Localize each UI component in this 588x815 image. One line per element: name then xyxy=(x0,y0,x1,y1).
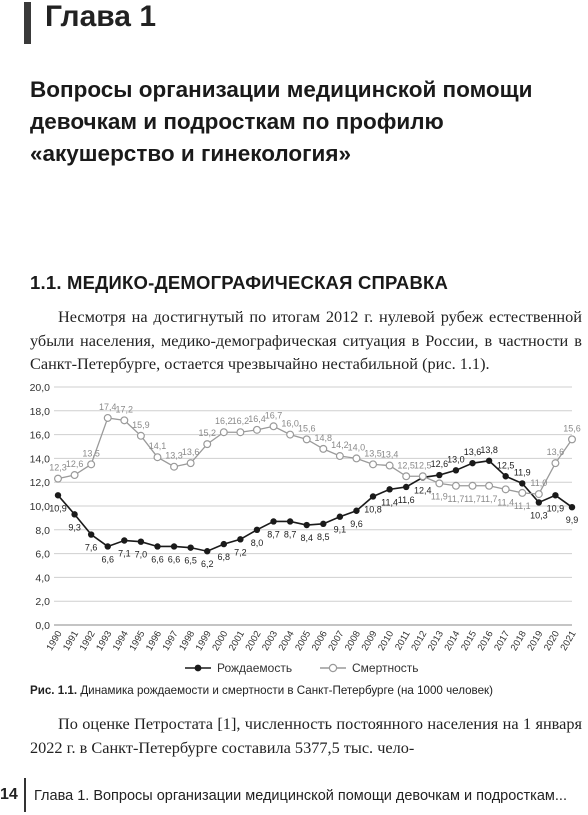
birth-rate-point xyxy=(453,467,459,473)
death-rate-point xyxy=(469,482,476,489)
data-label: 9,3 xyxy=(68,522,81,533)
birth-rate-point xyxy=(105,543,111,549)
y-tick-label: 20,0 xyxy=(29,382,50,394)
x-tick-label: 1997 xyxy=(160,629,181,653)
data-label: 12,6 xyxy=(65,459,84,470)
death-rate-point xyxy=(121,417,128,424)
death-rate-point xyxy=(55,475,62,482)
data-label: 11,4 xyxy=(497,497,515,508)
data-label: 9,1 xyxy=(333,524,347,535)
data-label: 10,9 xyxy=(546,503,565,514)
birth-rate-point xyxy=(353,508,359,514)
birth-rate-point xyxy=(121,537,127,543)
data-label: 15,9 xyxy=(132,419,150,430)
data-label: 13,6 xyxy=(463,447,482,458)
y-tick-label: 2,0 xyxy=(35,596,50,609)
data-label: 14,1 xyxy=(148,441,167,452)
death-rate-point xyxy=(303,436,310,443)
birth-rate-point xyxy=(171,543,177,549)
data-label: 8,4 xyxy=(300,533,313,544)
data-label: 10,9 xyxy=(49,503,67,514)
birth-rate-point xyxy=(320,521,326,527)
data-label: 16,7 xyxy=(264,410,283,421)
data-label: 8,5 xyxy=(317,531,330,542)
x-tick-label: 2018 xyxy=(508,629,529,653)
death-rate-point xyxy=(453,482,460,489)
data-label: 11,0 xyxy=(530,478,548,489)
legend-label: Рождаемость xyxy=(217,661,293,675)
death-rate-point xyxy=(486,482,493,489)
birth-rate-point xyxy=(370,493,376,499)
chapter-title: Глава 1 xyxy=(45,0,157,33)
birth-rate-point xyxy=(204,548,210,554)
data-label: 6,5 xyxy=(184,555,197,566)
data-label: 7,2 xyxy=(234,547,247,558)
birth-rate-point xyxy=(552,492,558,498)
section-title: 1.1. МЕДИКО-ДЕМОГРАФИЧЕСКАЯ СПРАВКА xyxy=(30,272,449,293)
x-tick-label: 2002 xyxy=(243,629,264,653)
x-tick-label: 2008 xyxy=(342,629,364,653)
x-tick-label: 2017 xyxy=(492,629,513,653)
y-tick-label: 4,0 xyxy=(35,572,50,585)
birth-rate-point xyxy=(88,531,94,537)
x-tick-label: 2004 xyxy=(276,629,297,653)
birth-rate-point xyxy=(486,458,492,464)
birth-rate-point xyxy=(221,541,227,547)
figure-caption-text: Динамика рождаемости и смертности в Санкт-Петербурге (на 1000 человек) xyxy=(80,684,493,697)
x-tick-label: 2000 xyxy=(210,629,231,653)
x-tick-label: 2007 xyxy=(326,629,347,653)
death-rate-point xyxy=(187,460,194,467)
footer-divider xyxy=(24,778,26,812)
data-label: 12,4 xyxy=(414,485,432,496)
data-label: 13,0 xyxy=(447,454,465,465)
data-label: 6,8 xyxy=(217,552,231,563)
data-label: 11,9 xyxy=(430,491,448,502)
birth-rate-point xyxy=(138,539,144,545)
data-label: 11,9 xyxy=(513,467,531,478)
birth-rate-point xyxy=(270,518,276,524)
data-label: 15,6 xyxy=(563,423,581,434)
y-tick-label: 18,0 xyxy=(29,405,50,418)
x-tick-label: 1990 xyxy=(44,629,65,653)
birth-rate-point xyxy=(436,472,442,478)
data-label: 14,2 xyxy=(331,440,349,451)
data-label: 9,6 xyxy=(350,518,363,529)
y-tick-label: 12,0 xyxy=(29,477,50,490)
data-label: 6,6 xyxy=(101,554,114,565)
data-label: 12,6 xyxy=(430,459,449,470)
birth-rate-point xyxy=(519,480,525,486)
data-label: 16,2 xyxy=(215,416,233,427)
death-rate-point xyxy=(436,480,443,487)
paragraph-population: По оценке Петростата [1], численность постоянного населения на 1 января 2022 г. в Санкт-Петербурге составила 5377,5 тыс. чело- xyxy=(30,714,582,757)
page-number: 14 xyxy=(0,786,18,803)
death-rate-point xyxy=(569,436,576,443)
death-rate-point xyxy=(254,426,261,433)
data-label: 7,0 xyxy=(134,549,148,560)
data-label: 12,5 xyxy=(496,460,515,471)
data-label: 8,7 xyxy=(267,529,280,540)
death-rate-point xyxy=(419,473,426,480)
birth-rate-point xyxy=(237,536,243,542)
y-tick-label: 10,0 xyxy=(29,501,50,513)
data-label: 11,6 xyxy=(397,494,415,505)
data-label: 6,6 xyxy=(167,554,181,565)
data-label: 16,4 xyxy=(248,413,266,424)
death-rate-point xyxy=(71,472,78,479)
y-tick-label: 16,0 xyxy=(29,429,50,442)
x-tick-label: 2001 xyxy=(226,629,247,653)
x-tick-label: 2013 xyxy=(425,629,446,653)
data-label: 13,5 xyxy=(82,448,100,459)
x-tick-label: 2006 xyxy=(309,629,330,653)
data-label: 15,2 xyxy=(198,428,216,439)
birth-rate-point xyxy=(71,511,77,517)
x-tick-label: 1991 xyxy=(61,629,82,653)
birth-rate-point xyxy=(469,460,475,466)
birth-rate-point xyxy=(536,499,542,505)
x-tick-label: 2010 xyxy=(376,629,397,653)
x-tick-label: 2019 xyxy=(525,629,546,653)
death-rate-point xyxy=(502,486,509,493)
data-label: 7,6 xyxy=(84,542,98,553)
data-label: 12,5 xyxy=(397,460,415,471)
x-tick-label: 2016 xyxy=(475,629,496,653)
data-label: 11,1 xyxy=(513,500,531,511)
data-label: 8,7 xyxy=(283,529,297,540)
x-tick-label: 2014 xyxy=(442,629,463,653)
birth-rate-point xyxy=(187,544,193,550)
death-rate-point xyxy=(138,432,145,439)
figure-caption xyxy=(30,684,586,697)
data-label: 13,4 xyxy=(380,449,399,460)
legend-marker xyxy=(329,664,336,671)
data-label: 13,3 xyxy=(165,450,183,461)
x-tick-label: 1995 xyxy=(127,629,148,653)
birth-rate-point xyxy=(287,518,293,524)
data-label: 6,2 xyxy=(200,559,214,570)
birth-rate-point xyxy=(403,484,409,490)
death-rate-point xyxy=(386,462,393,469)
death-rate-point xyxy=(353,455,360,462)
data-label: 14,8 xyxy=(314,432,333,443)
x-tick-label: 2020 xyxy=(541,629,563,653)
death-rate-point xyxy=(171,463,178,470)
y-tick-label: 8,0 xyxy=(35,524,50,537)
data-label: 12,3 xyxy=(49,462,67,473)
birth-rate-point xyxy=(569,504,575,510)
y-tick-label: 6,0 xyxy=(35,548,50,561)
paragraph-intro: Несмотря на достигнутый по итогам 2012 г. нулевой рубеж естественной убыли населения, медико-демографическая ситуация в России, в частности в Санкт-Петербурге, остается чрезвычайно нестабильной (рис. 1.1). xyxy=(30,307,582,373)
data-label: 9,9 xyxy=(565,515,579,526)
death-rate-point xyxy=(88,461,95,468)
data-label: 13,6 xyxy=(181,447,200,458)
data-label: 15,6 xyxy=(297,423,316,434)
data-label: 17,2 xyxy=(115,404,134,415)
running-header: Глава 1. Вопросы организации медицинской помощи девочкам и подросткам... xyxy=(34,788,567,804)
legend-label: Смертность xyxy=(352,661,419,675)
data-label: 12,5 xyxy=(414,460,432,471)
birth-rate-point xyxy=(304,522,310,528)
x-tick-label: 2011 xyxy=(393,629,413,653)
x-tick-label: 2015 xyxy=(459,629,480,653)
data-label: 10,8 xyxy=(364,504,382,515)
birth-rate-point xyxy=(502,473,508,479)
data-label: 13,8 xyxy=(480,444,498,455)
death-rate-point xyxy=(370,461,377,468)
birth-death-rate-chart xyxy=(0,370,588,682)
x-tick-label: 1998 xyxy=(177,629,198,653)
x-tick-label: 2003 xyxy=(260,629,281,653)
death-rate-point xyxy=(104,415,111,422)
birth-rate-point xyxy=(337,514,343,520)
x-tick-label: 1999 xyxy=(193,629,214,653)
data-label: 6,6 xyxy=(151,554,164,565)
data-label: 14,0 xyxy=(347,442,366,453)
data-label: 16,2 xyxy=(231,416,250,427)
death-rate-point xyxy=(552,460,559,467)
x-tick-label: 1992 xyxy=(77,629,98,653)
birth-rate-point xyxy=(386,486,392,492)
x-tick-label: 2021 xyxy=(558,629,579,653)
data-label: 16,0 xyxy=(281,418,299,429)
death-rate-point xyxy=(519,490,526,497)
death-rate-point xyxy=(535,491,542,498)
death-rate-point xyxy=(287,431,294,438)
data-label: 11,7 xyxy=(480,493,498,504)
death-rate-point xyxy=(320,445,327,452)
x-tick-label: 1996 xyxy=(143,629,165,653)
data-label: 11,7 xyxy=(464,493,481,504)
death-rate-point xyxy=(336,453,343,460)
y-tick-label: 0,0 xyxy=(35,620,50,632)
y-tick-label: 14,0 xyxy=(29,453,50,466)
death-rate-point xyxy=(237,429,244,436)
x-tick-label: 1994 xyxy=(110,629,131,653)
chapter-marker-bar xyxy=(24,2,31,44)
x-tick-label: 2009 xyxy=(359,629,380,653)
x-tick-label: 2005 xyxy=(293,629,314,653)
legend-marker xyxy=(195,665,202,672)
death-rate-point xyxy=(220,429,227,436)
data-label: 13,6 xyxy=(546,447,565,458)
data-label: 13,5 xyxy=(364,448,382,459)
death-rate-point xyxy=(204,441,211,448)
data-label: 11,4 xyxy=(381,497,399,508)
data-label: 8,0 xyxy=(250,537,264,548)
death-rate-point xyxy=(403,473,410,480)
death-rate-point xyxy=(270,423,277,430)
birth-rate-point xyxy=(254,527,260,533)
x-tick-label: 1993 xyxy=(94,629,115,653)
data-label: 10,3 xyxy=(530,510,548,521)
x-tick-label: 2012 xyxy=(409,629,430,653)
birth-rate-point xyxy=(154,543,160,549)
data-label: 7,1 xyxy=(118,548,131,559)
death-rate-point xyxy=(154,454,161,461)
data-label: 17,4 xyxy=(98,401,117,412)
page-title: Вопросы организации медицинской помощи девочкам и подросткам по профилю «акушерство и гинекология» xyxy=(30,77,533,166)
figure-caption-label: Рис. 1.1. xyxy=(30,684,78,697)
birth-rate-point xyxy=(55,492,61,498)
data-label: 11,7 xyxy=(447,493,465,504)
